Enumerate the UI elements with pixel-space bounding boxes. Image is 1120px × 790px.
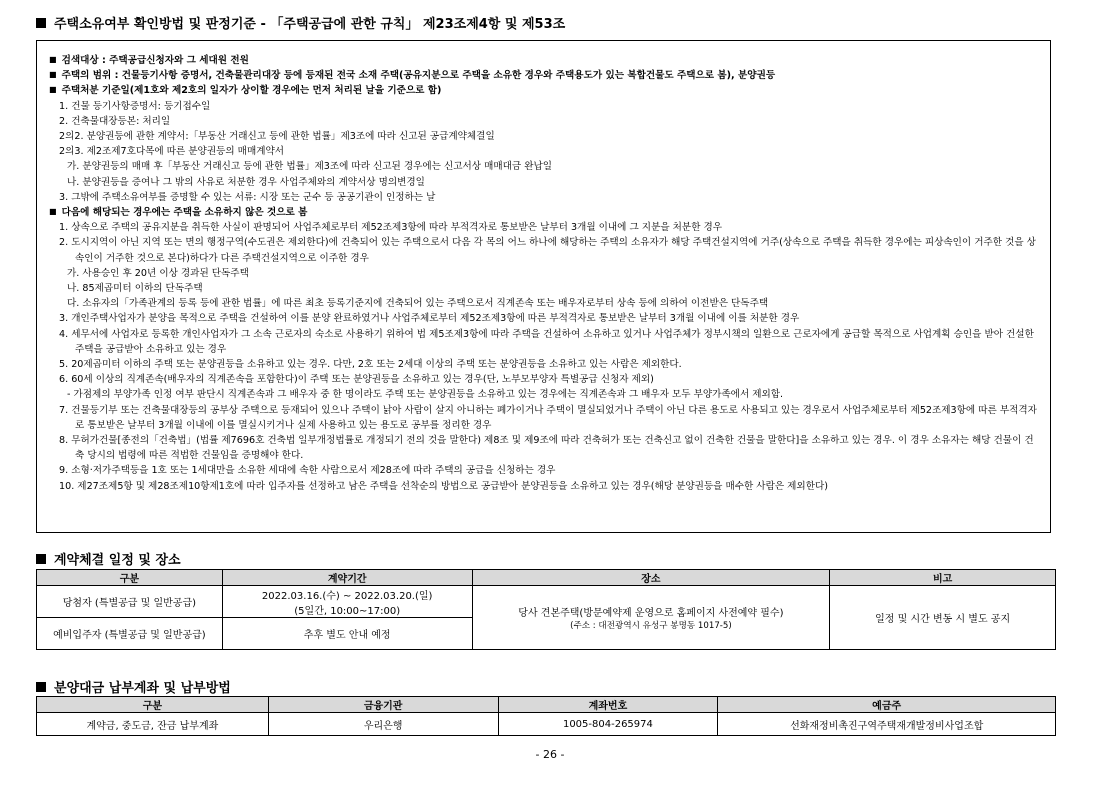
criteria-line: 3. 그밖에 주택소유여부를 증명할 수 있는 서류: 시장 또는 군수 등 공공기관이 인정하는 날 — [59, 191, 436, 203]
table-header-cell: 계좌번호 — [498, 697, 718, 713]
criteria-line: 2. 건축물대장등본: 처리일 — [59, 115, 171, 127]
criteria-line: 10. 제27조제5항 및 제28조제10항제1호에 따라 입주자를 선정하고 남은 주택을 선착순의 방법으로 공급받아 분양권등을 소유하고 있는 경우(해당 분양권등을 매수한 사람은 제외한다) — [59, 480, 828, 492]
section1-title: 주택소유여부 확인방법 및 판정기준 - 「주택공급에 관한 규칙」 제23조제4항 및 제53조 — [36, 13, 565, 32]
table-cell: 계약금, 중도금, 잔금 납부계좌 — [37, 713, 269, 736]
square-bullet-icon — [36, 18, 46, 28]
table-cell: 선화재정비촉진구역주택재개발정비사업조합 — [718, 713, 1056, 736]
section2-title: 계약체결 일정 및 장소 — [36, 549, 181, 568]
contract-place-cell — [472, 586, 830, 650]
criteria-line: 3. 개인주택사업자가 분양을 목적으로 주택을 건설하여 이를 분양 완료하였거나 사업주체로부터 제52조제3항에 따른 부적격자로 통보받은 날부터 3개월 이내에 이를 처분한 경우 — [59, 313, 800, 325]
table-row — [37, 713, 1056, 736]
criteria-line: 6. 60세 이상의 직계존속(배우자의 직계존속을 포함한다)이 주택 또는 분양권등을 소유하고 있는 경우(단, 노부모부양자 특별공급 신청자 제외) — [59, 374, 654, 386]
square-bullet-icon — [36, 682, 46, 692]
criteria-line: 2의2. 분양권등에 관한 계약서:「부동산 거래신고 등에 관한 법률」제3조에 따라 신고된 공급계약체결일 — [59, 131, 495, 143]
criteria-line: - 가점제의 부양가족 인정 여부 판단시 직계존속과 그 배우자 중 한 명이라도 주택 또는 분양권등을 소유하고 있는 경우에는 직계존속과 그 배우자 모두 부양가족에서 제외함. — [67, 389, 784, 401]
criteria-line: 가. 사용승인 후 20년 이상 경과된 단독주택 — [67, 267, 249, 279]
reserve-label-cell: 예비입주자 (특별공급 및 일반공급) — [37, 618, 223, 650]
table-header-cell: 금융기관 — [268, 697, 498, 713]
criteria-line: ■ 다음에 해당되는 경우에는 주택을 소유하지 않은 것으로 봄 — [49, 205, 1038, 220]
criteria-line: ■ 주택의 범위 : 건물등기사항 증명서, 건축물관리대장 등에 등재된 전국 소재 주택(공유지분으로 주택을 소유한 경우와 주택용도가 있는 복합건물도 주택으로 봄), 분양권등 — [49, 68, 1038, 83]
contract-period-cell — [222, 586, 472, 618]
contract-schedule-table — [36, 569, 1056, 650]
criteria-line: ■ 주택처분 기준일(제1호와 제2호의 일자가 상이할 경우에는 먼저 처리된 날을 기준으로 함) — [49, 83, 1038, 98]
contract-dates: 2022.03.16.(수) ~ 2022.03.20.(일) — [261, 590, 433, 602]
table-header-cell: 예금주 — [718, 697, 1056, 713]
table-row — [37, 586, 1056, 618]
criteria-line: 1. 상속으로 주택의 공유지분을 취득한 사실이 판명되어 사업주체로부터 제52조제3항에 따라 부적격자로 통보받은 날부터 3개월 이내에 그 지분을 처분한 경우 — [59, 222, 723, 234]
table-header-cell: 장소 — [472, 570, 830, 586]
winner-label-cell: 당첨자 (특별공급 및 일반공급) — [37, 586, 223, 618]
section3-title: 분양대금 납부계좌 및 납부방법 — [36, 677, 231, 696]
criteria-line: 8. 무허가건물[종전의「건축법」(법률 제7696호 건축법 일부개정법률로 개정되기 전의 것을 말한다) 제8조 및 제9조에 따라 건축허가 또는 건축신고 없이 건축한 건물을 말한다]을 소유하고 있는 경우. 이 경우 소유자는 해당 건물이 건축 당시의 법령에 따른 적법한 건물임을 증명해야 한다. — [59, 435, 1034, 462]
criteria-line: 나. 85제곱미터 이하의 단독주택 — [67, 283, 203, 295]
place-address: (주소 : 대전광역시 유성구 봉명동 1017-5) — [570, 621, 732, 631]
note-cell: 일정 및 시간 변동 시 별도 공지 — [830, 586, 1056, 650]
criteria-line: 4. 세무서에 사업자로 등록한 개인사업자가 그 소속 근로자의 숙소로 사용하기 위하여 법 제5조제3항에 따라 주택을 건설하여 소유하고 있거나 사업주체가 정부시책의 일환으로 근로자에게 공급할 목적으로 사업계획 승인을 받아 건설한 주택을 공급받아 소유하고 있는 경우 — [59, 328, 1034, 355]
payment-account-table — [36, 696, 1056, 736]
criteria-line: ■ 검색대상 : 주택공급신청자와 그 세대원 전원 — [49, 53, 1038, 68]
criteria-line: 2. 도시지역이 아닌 지역 또는 면의 행정구역(수도권은 제외한다)에 건축되어 있는 주택으로서 다음 각 목의 어느 하나에 해당하는 주택의 소유자가 해당 주택건설지역에 거주(상속으로 주택을 취득한 경우에는 피상속인이 거주한 것을 상속인이 거주한 것으로 본다)하다가 다른 주택건설지역으로 이주한 경우 — [59, 237, 1036, 264]
criteria-line: 다. 소유자의「가족관계의 등록 등에 관한 법률」에 따른 최초 등록기준지에 건축되어 있는 주택으로서 직계존속 또는 배우자로부터 상속 등에 의하여 이전받은 단독주택 — [67, 298, 769, 310]
reserve-period-cell: 추후 별도 안내 예정 — [222, 618, 472, 650]
table-header-cell: 구분 — [37, 570, 223, 586]
table-header-row — [37, 697, 1056, 713]
criteria-line: 9. 소형·저가주택등을 1호 또는 1세대만을 소유한 세대에 속한 사람으로서 제28조에 따라 주택의 공급을 신청하는 경우 — [59, 465, 556, 477]
square-bullet-icon — [36, 554, 46, 564]
table-cell: 우리은행 — [268, 713, 498, 736]
place-name: 당사 견본주택(방문예약제 운영으로 홈페이지 사전예약 필수) — [518, 608, 784, 619]
contract-hours: (5일간, 10:00~17:00) — [294, 605, 401, 617]
table-header-cell: 계약기간 — [222, 570, 472, 586]
criteria-line: 가. 분양권등의 매매 후「부동산 거래신고 등에 관한 법률」제3조에 따라 신고된 경우에는 신고서상 매매대금 완납일 — [67, 161, 553, 173]
criteria-line: 나. 분양권등을 증여나 그 밖의 사유로 처분한 경우 사업주체와의 계약서상 명의변경일 — [67, 176, 425, 188]
criteria-line: 5. 20제곱미터 이하의 주택 또는 분양권등을 소유하고 있는 경우. 다만, 2호 또는 2세대 이상의 주택 또는 분양권등을 소유하고 있는 사람은 제외한다. — [59, 359, 682, 371]
criteria-line: 1. 건물 등기사항증명서: 등기접수일 — [59, 100, 211, 112]
table-cell: 1005-804-265974 — [498, 713, 718, 736]
ownership-criteria-box — [36, 40, 1051, 533]
criteria-line: 2의3. 제2조제7호다목에 따른 분양권등의 매매계약서 — [59, 146, 285, 158]
table-header-cell: 구분 — [37, 697, 269, 713]
page-number: - 26 - — [535, 748, 565, 761]
table-header-row — [37, 570, 1056, 586]
criteria-line: 7. 건물등기부 또는 건축물대장등의 공부상 주택으로 등재되어 있으나 주택이 낡아 사람이 살지 아니하는 폐가이거나 주택이 멸실되었거나 주택이 아닌 다른 용도로 사용되고 있는 경우로서 사업주체로부터 제52조제3항에 따른 부적격자로 통보받은 날부터 3개월 이내에 이를 멸실시키거나 실제 사용하고 있는 용도로 공부를 정리한 경우 — [59, 404, 1037, 431]
table-header-cell: 비고 — [830, 570, 1056, 586]
